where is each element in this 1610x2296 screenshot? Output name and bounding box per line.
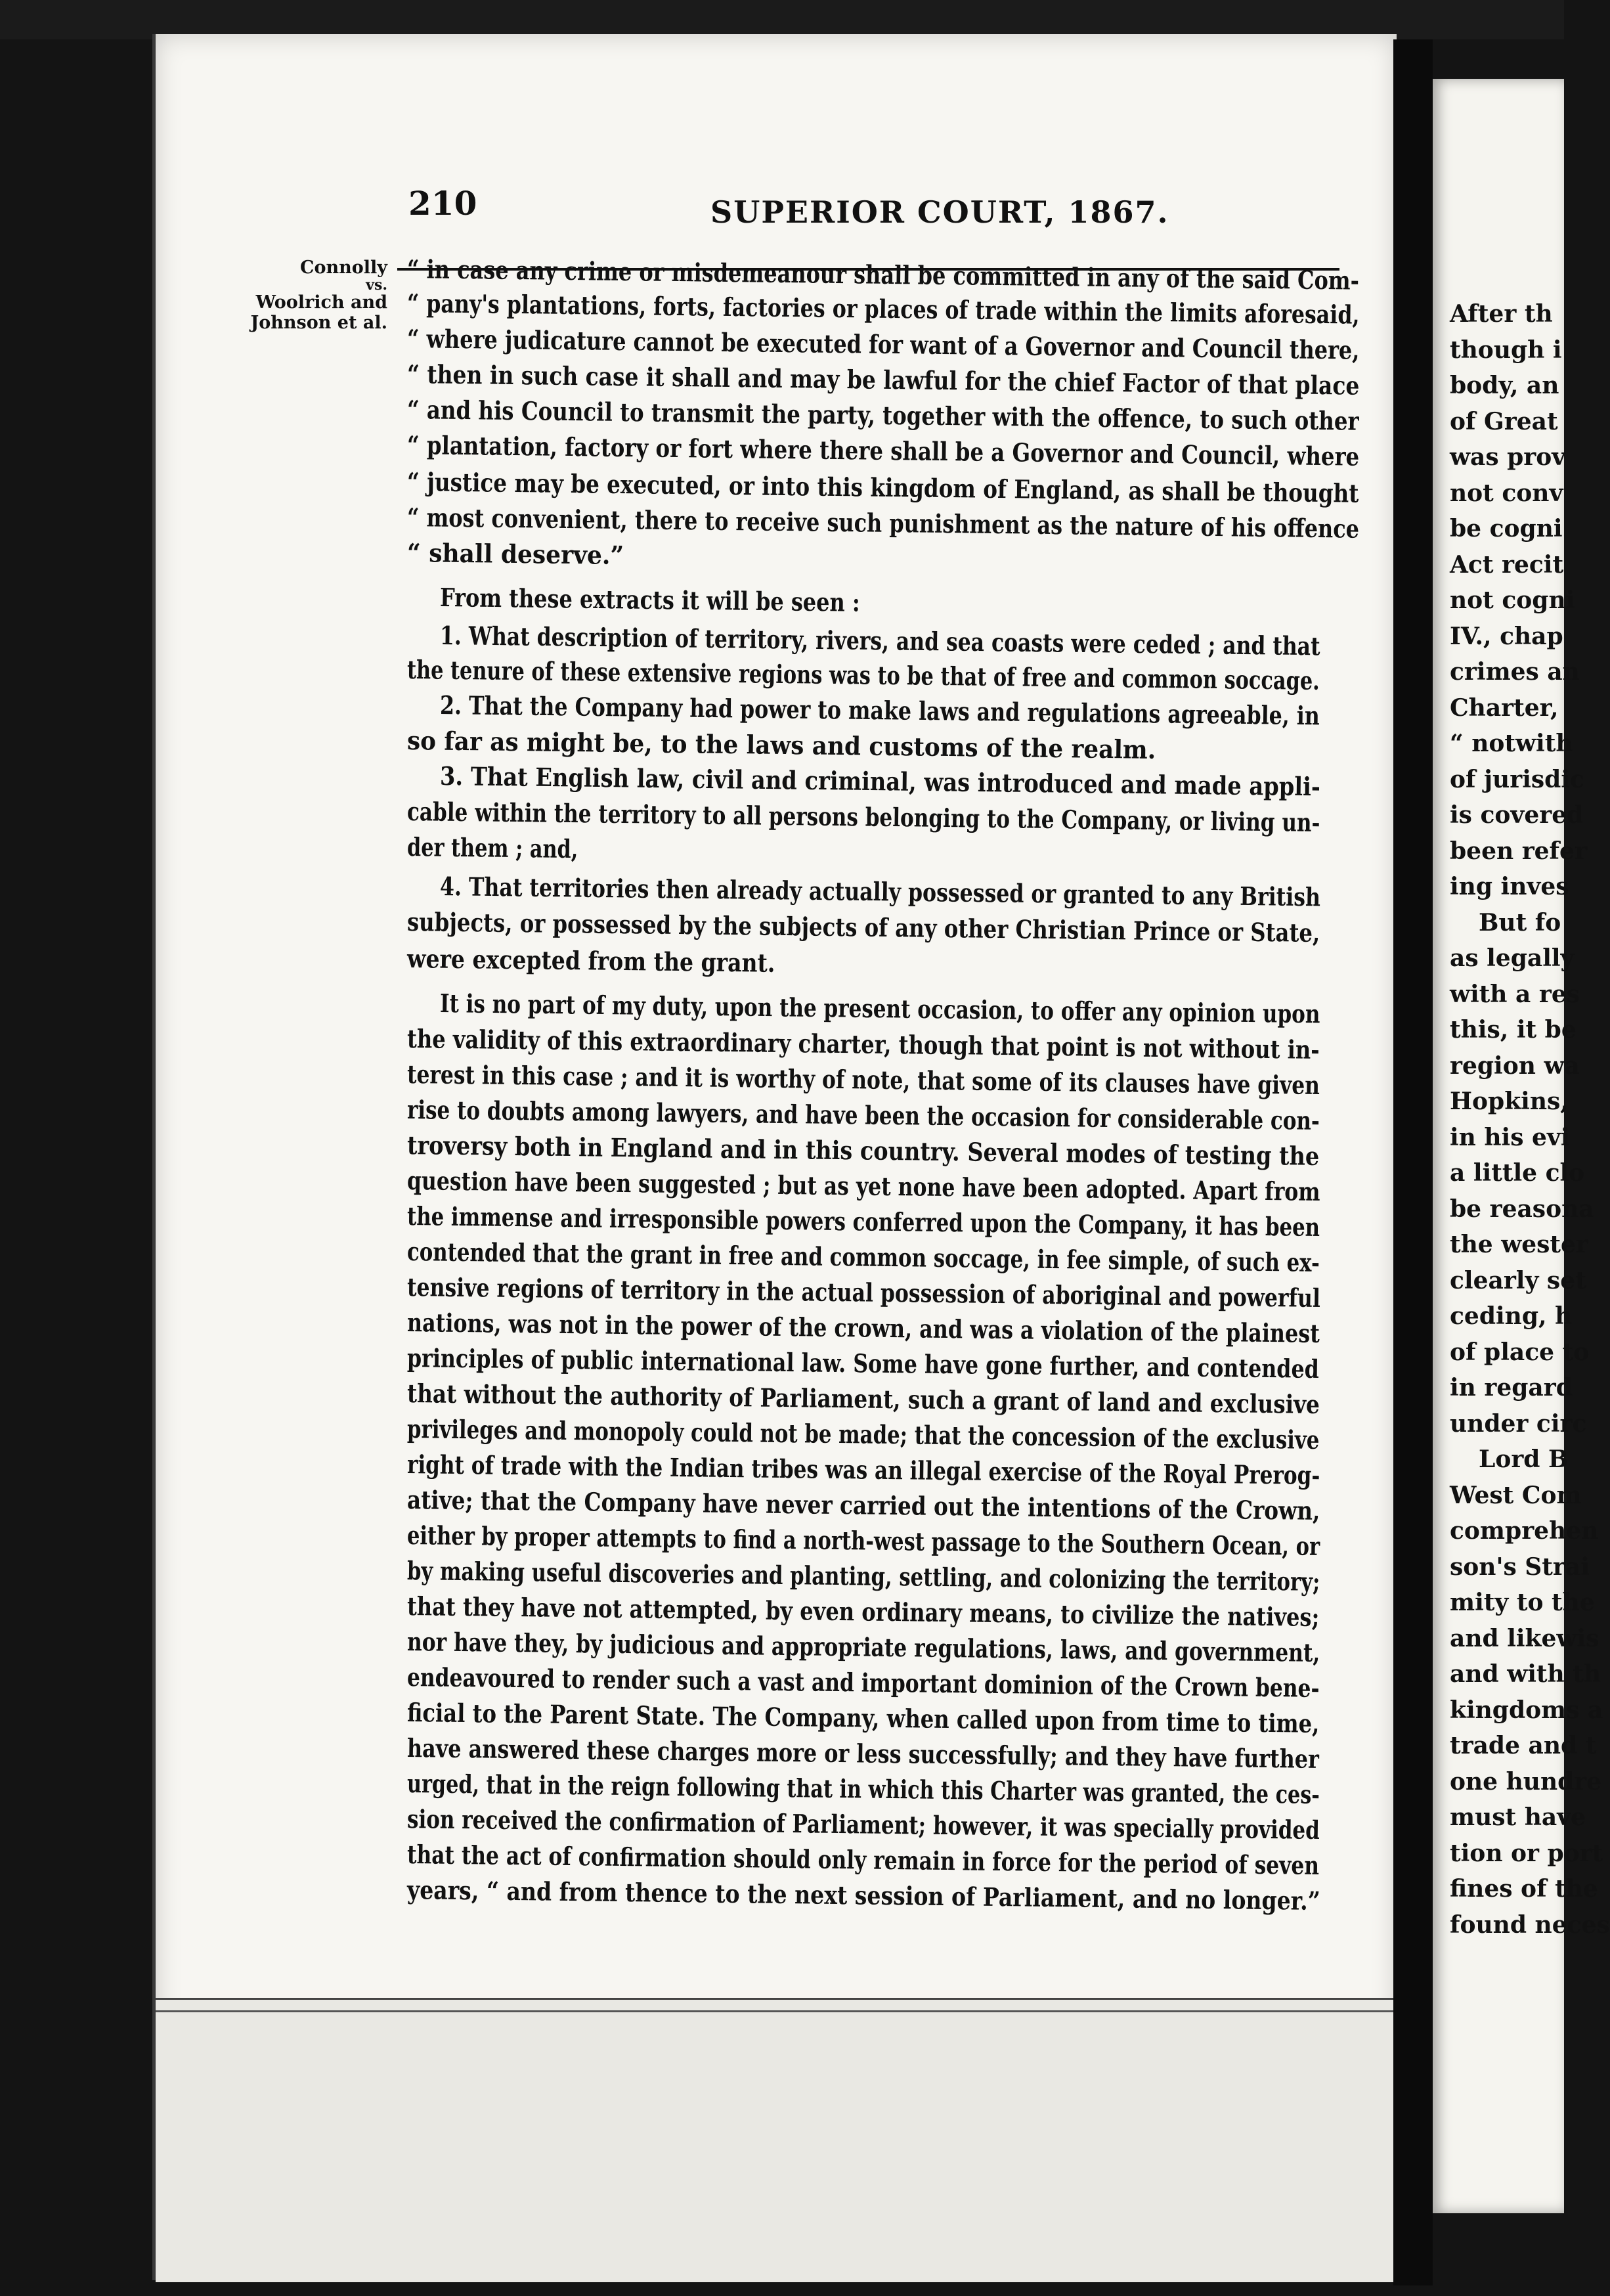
facing-page-line: in regard [1450, 1374, 1573, 1402]
facing-page-line: be cogni [1450, 515, 1563, 542]
body-text-line: ficial to the Parent State. The Company, when called upon from time to time, [406, 1698, 1320, 1739]
facing-page-line: trade and t [1450, 1732, 1597, 1759]
body-text-line: that the act of confirmation should only remain in force for the period of seven [406, 1840, 1320, 1881]
margin-note-case-name [223, 257, 387, 333]
body-text-line: subjects, or possessed by the subjects of any other Christian Prince or State, [406, 908, 1320, 948]
facing-page-line: After th [1450, 300, 1553, 328]
body-text-line: From these extracts it will be seen : [439, 583, 860, 618]
body-text-line: nations, was not in the power of the crown, and was a violation of the plainest [406, 1308, 1320, 1349]
facing-page-line: found neces [1450, 1910, 1610, 1939]
page-number: 210 [408, 184, 477, 223]
facing-page-line: ing inves [1450, 873, 1569, 900]
facing-page-line: of jurisdic [1450, 765, 1584, 793]
facing-page-line: and likewis [1450, 1624, 1599, 1652]
body-text-line: privileges and monopoly could not be made; that the concession of the exclusive [406, 1415, 1320, 1455]
facing-page-line: the wester [1450, 1231, 1588, 1258]
facing-page-line: though i [1450, 336, 1562, 364]
body-text-line: 3. That English law, civil and criminal, was introduced and made appli- [439, 762, 1321, 803]
body-text-line: 4. That territories then already actually possessed or granted to any British [439, 872, 1321, 913]
body-text-line: “ pany's plantations, forts, factories or places of trade within the limits aforesaid, [406, 289, 1360, 330]
facing-page-line: crimes an [1450, 658, 1580, 686]
body-text-line: the immense and irresponsible powers conferred upon the Company, it has been [406, 1202, 1320, 1243]
page-bottom-margin [156, 1998, 1397, 2282]
body-text-line: “ in case any crime or misdemeanour shall be committed in any of the said Com- [406, 255, 1360, 296]
book-gutter [1393, 39, 1433, 2285]
body-text-line: cable within the territory to all persons belonging to the Company, or living un- [406, 797, 1320, 838]
body-text-line: so far as might be, to the laws and customs of the realm. [406, 726, 1156, 765]
running-head: SUPERIOR COURT, 1867. [710, 194, 1169, 230]
body-text-line: either by proper attempts to find a north-west passage to the Southern Ocean, or [406, 1521, 1320, 1562]
facing-page-line: But fo [1479, 908, 1561, 937]
facing-page-line: one hundre [1450, 1767, 1602, 1796]
body-text-line: have answered these charges more or less successfully; and they have further [406, 1734, 1320, 1775]
facing-page-line: tion or port [1450, 1839, 1603, 1867]
facing-page-line: comprehen [1450, 1517, 1599, 1545]
facing-page-line: mity to the [1450, 1589, 1595, 1616]
body-text-line: 1. What description of territory, rivers, and sea coasts were ceded ; and that [439, 621, 1320, 662]
facing-page-line: with a res [1450, 980, 1580, 1008]
facing-page-line: kingdoms a [1450, 1696, 1603, 1724]
body-text-line: nor have they, by judicious and appropriate regulations, laws, and government, [406, 1627, 1320, 1668]
body-text-line: “ shall deserve.” [406, 539, 624, 571]
body-text-line: that without the authority of Parliament, such a grant of land and exclusive [406, 1379, 1320, 1420]
body-text-line: troversy both in England and in this country. Several modes of testing the [406, 1131, 1320, 1172]
body-text-line: tensive regions of territory in the actual possession of aboriginal and powerful [406, 1273, 1321, 1314]
facing-page-line: Lord B [1479, 1446, 1569, 1473]
facing-page-line: fines of the [1450, 1875, 1598, 1903]
facing-page-line: “ notwith [1450, 730, 1573, 757]
body-text-line: “ where judicature cannot be executed for want of a Governor and Council there, [406, 324, 1360, 366]
facing-page-line: and with th [1450, 1660, 1601, 1688]
facing-page-line: IV., chap [1450, 622, 1563, 650]
body-text-line: right of trade with the Indian tribes was an illegal exercise of the Royal Prerog- [406, 1450, 1320, 1491]
body-text-line: the validity of this extraordinary charter, though that point is not without in- [406, 1025, 1320, 1065]
body-text-line: the tenure of these extensive regions was to be that of free and common soccage. [406, 655, 1320, 696]
facing-page-line: under circ [1450, 1409, 1587, 1438]
scan-frame-top [0, 0, 1564, 39]
facing-page-line: body, an [1450, 372, 1559, 399]
facing-page-line: be reasona [1450, 1195, 1594, 1223]
body-text-line: rise to doubts among lawyers, and have been the occasion for considerable con- [406, 1095, 1320, 1136]
margin-note-line: Woolrich and [255, 292, 387, 313]
body-text-line: “ most convenient, there to receive such punishment as the nature of his offence [406, 503, 1360, 544]
margin-note-line: Connolly [300, 257, 387, 278]
facing-page-line: this, it be [1450, 1016, 1577, 1044]
facing-page-line: of place to [1450, 1338, 1590, 1366]
body-text-line: “ then in such case it shall and may be lawful for the chief Factor of that place [406, 360, 1360, 401]
body-text-line: sion received the confirmation of Parliament; however, it was specially provided [406, 1805, 1320, 1845]
book-page-right-facing [1433, 79, 1610, 2213]
facing-page-line: Hopkins, [1450, 1088, 1569, 1115]
facing-page-line: not conv [1450, 479, 1563, 507]
facing-page-line: not cogni [1450, 586, 1575, 614]
facing-page-line: a little clo [1450, 1159, 1585, 1187]
body-text-line: by making useful discoveries and planting, settling, and colonizing the territory; [406, 1556, 1320, 1597]
margin-note-line: Johnson et al. [250, 313, 387, 333]
body-text-line: ative; that the Company have never carried out the intentions of the Crown, [406, 1486, 1320, 1526]
body-text-line: terest in this case ; and it is worthy of note, that some of its clauses have given [406, 1060, 1320, 1101]
margin-note-line: vs. [366, 276, 387, 294]
facing-page-line: is covered [1450, 801, 1584, 829]
body-text-line: that they have not attempted, by even ordinary means, to civilize the natives; [406, 1592, 1320, 1633]
facing-page-line: Charter, [1450, 694, 1559, 722]
body-text-line: urged, that in the reign following that in which this Charter was granted, the ces- [406, 1769, 1320, 1810]
facing-page-line: in his evi [1450, 1123, 1570, 1151]
body-text-line: years, “ and from thence to the next session of Parliament, and no longer.” [406, 1876, 1320, 1916]
facing-page-line: of Great [1450, 407, 1558, 435]
body-text-line: It is no part of my duty, upon the present occasion, to offer any opinion upon [439, 989, 1320, 1030]
body-text-line: question have been suggested ; but as yet none have been adopted. Apart from [406, 1166, 1320, 1207]
body-text-line: contended that the grant in free and common soccage, in fee simple, of such ex- [406, 1237, 1320, 1278]
body-text-line: 2. That the Company had power to make laws and regulations agreeable, in [439, 691, 1320, 732]
body-text-line: were excepted from the grant. [406, 944, 775, 979]
facing-page-line: been refer [1450, 837, 1587, 865]
facing-page-line: West Com [1450, 1481, 1582, 1509]
facing-page-line: must have [1450, 1803, 1586, 1831]
facing-page-line: as legally [1450, 944, 1575, 972]
facing-page-line: region wa [1450, 1051, 1580, 1080]
body-text-line: der them ; and, [406, 833, 578, 865]
facing-page-line: was prov [1450, 443, 1566, 471]
body-text-line: “ justice may be executed, or into this kingdom of England, as shall be thought [406, 468, 1359, 509]
body-text-line: “ plantation, factory or fort where there shall be a Governor and Council, where [406, 431, 1360, 472]
body-text-line: “ and his Council to transmit the party, together with the offence, to such other [406, 395, 1359, 437]
facing-page-line: clearly set [1450, 1266, 1586, 1294]
facing-page-line: son's Strai [1450, 1553, 1590, 1581]
body-text-line: principles of public international law. Some have gone further, and contended [406, 1344, 1320, 1384]
facing-page-line: Act recit [1450, 550, 1564, 579]
facing-page-line: ceding, h [1450, 1302, 1573, 1330]
body-text-line: endeavoured to render such a vast and important dominion of the Crown bene- [406, 1663, 1320, 1704]
